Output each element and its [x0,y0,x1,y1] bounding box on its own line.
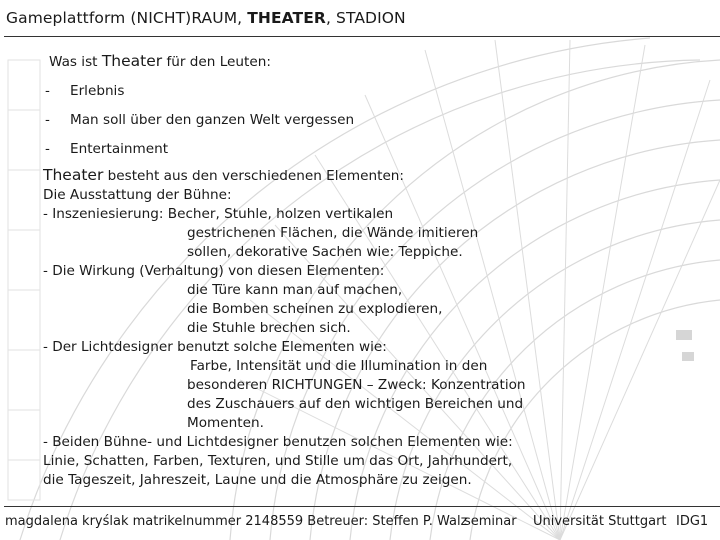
body-line: die Tageszeit, Jahreszeit, Laune und die Atmosphäre zu zeigen. [43,472,472,488]
list-item: Erlebnis [70,83,125,99]
intro-line: Theater besteht aus den verschiedenen Elementen: [43,166,405,184]
slide-title [6,9,406,27]
title-part-1: Gameplattform (NICHT)RAUM, [6,9,248,27]
title-theater: THEATER [247,9,326,27]
question-line: Was ist Theater für den Leuten: [49,52,271,70]
list-item: Man soll über den ganzen Welt vergessen [70,112,355,128]
body-line: Farbe, Intensität und die Illumination in den [190,358,488,374]
slide-header [0,0,720,38]
title-part-2: , STADION [325,9,406,27]
body-line: gestrichenen Flächen, die Wände imitieren [187,225,479,241]
body-line: die Bomben scheinen zu explodieren, [187,301,443,317]
footer-university: Universität Stuttgart [533,514,667,529]
body-line: sollen, dekorative Sachen wie: Teppiche. [187,244,463,260]
body-line: Momenten. [187,415,264,431]
footer-divider [4,506,720,507]
footer-seminar: seminar [464,514,517,529]
body-line: des Zuschauers auf den wichtigen Bereichen und [187,396,524,412]
body-line: - Die Wirkung (Verhaltung) von diesen Elementen: [43,263,385,279]
body-line: Linie, Schatten, Farben, Texturen, und Stille um das Ort, Jahrhundert, [43,453,513,469]
body-line: - Der Lichtdesigner benutzt solche Elementen wie: [43,339,387,355]
bullet-dash: - [45,83,50,99]
footer-code: IDG1 [676,514,709,529]
theater-word: Theater [43,166,104,184]
body-line: besonderen RICHTUNGEN – Zweck: Konzentration [187,377,526,393]
body-line: die Stuhle brechen sich. [187,320,351,336]
footer-author: magdalena kryślak matrikelnummer 2148559 Betreuer: Steffen P. Walz [5,514,468,529]
body-line: - Beiden Bühne- und Lichtdesigner benutzen solchen Elementen wie: [43,434,513,450]
bullet-dash: - [45,141,50,157]
body-line: Die Ausstattung der Bühne: [43,187,232,203]
header-divider [4,36,720,37]
list-item: Entertainment [70,141,169,157]
body-line: die Türe kann man auf machen, [187,282,403,298]
bullet-dash: - [45,112,50,128]
body-line: - Inszeniesierung: Becher, Stuhle, holzen vertikalen [43,206,394,222]
question-word: Theater [101,52,163,70]
